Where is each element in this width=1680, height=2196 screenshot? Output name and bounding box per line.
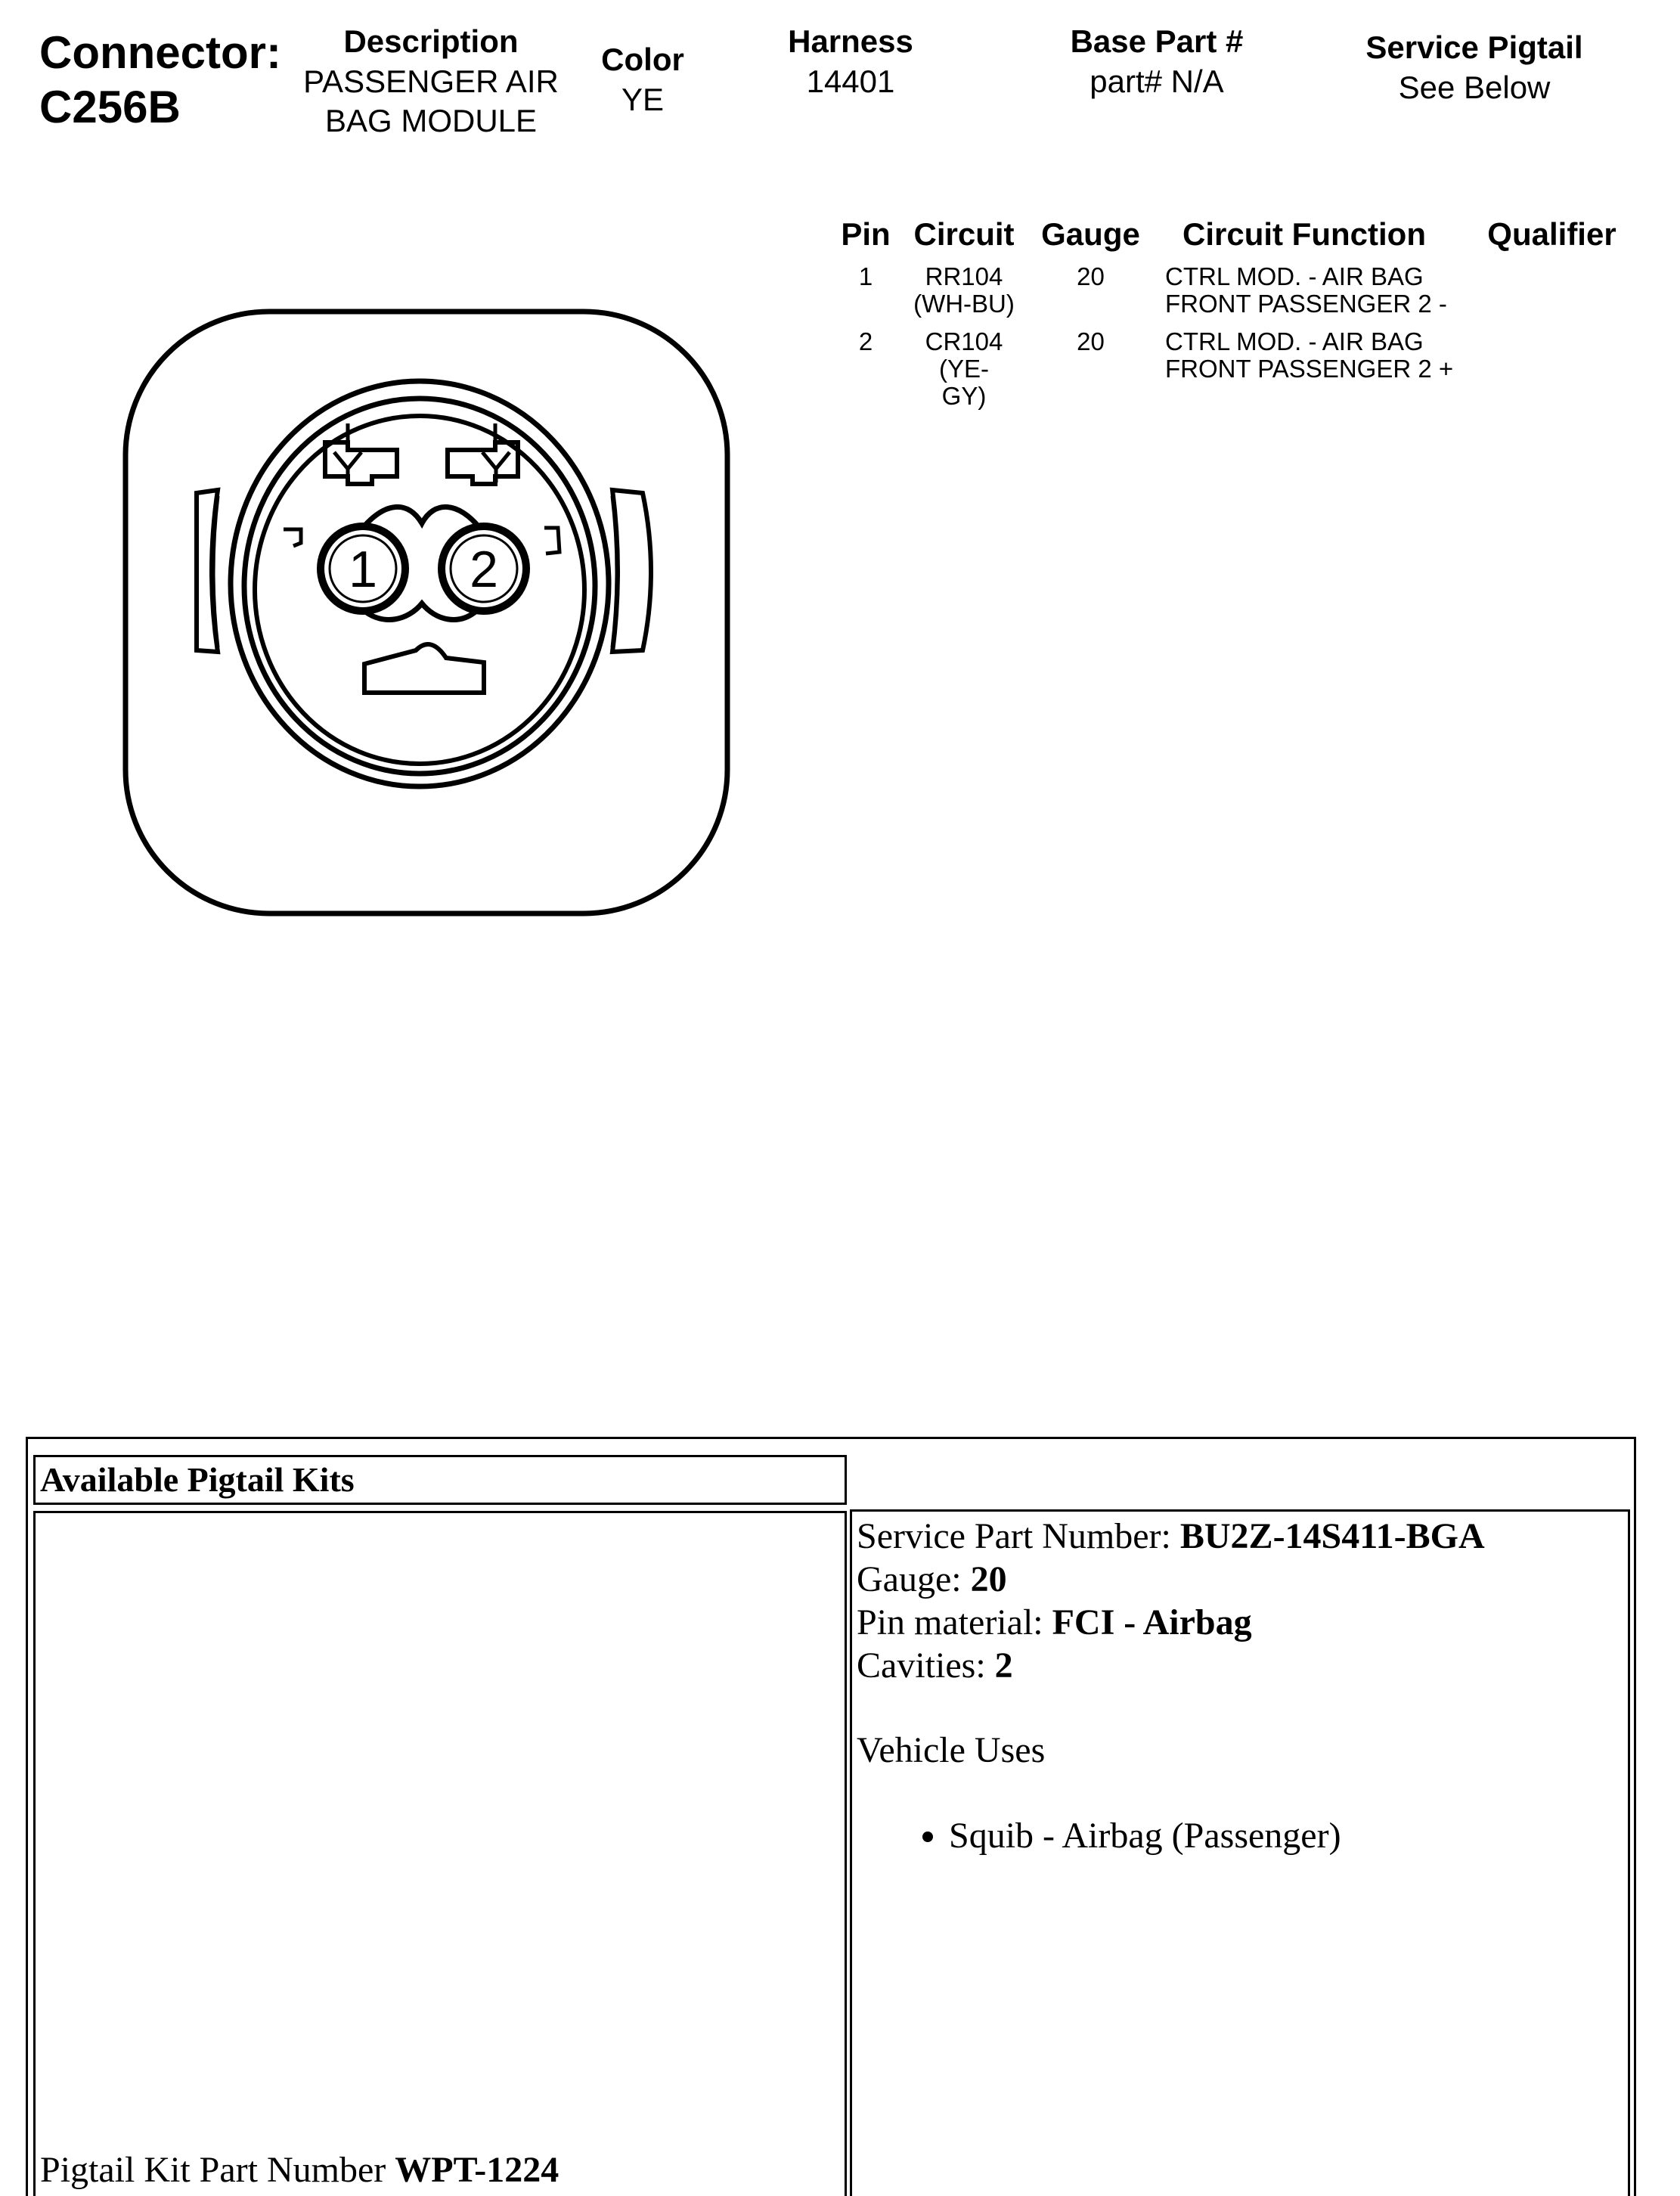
harness-value: 14401 <box>806 64 895 99</box>
list-item: • Squib - Airbag (Passenger) <box>949 1814 1628 1857</box>
connector-id: C256B <box>39 82 181 132</box>
pigtail-kit-image-panel <box>33 1511 847 2196</box>
circuit-function-header: Circuit Function <box>1183 216 1426 252</box>
connector-shell-oval <box>231 381 609 786</box>
gauge-cell: 20 <box>1077 262 1105 290</box>
function-cell <box>1153 325 1455 417</box>
service-pigtail-label: Service Pigtail <box>1365 29 1583 65</box>
pin-header: Pin <box>841 216 891 252</box>
pin-table <box>832 215 1648 417</box>
connector-label: Connector: <box>39 27 281 78</box>
kit-part-value: WPT-1224 <box>395 2150 559 2190</box>
left-notch <box>284 529 301 546</box>
circuit-line: CR104 (YE- <box>925 327 1003 383</box>
pin-cell: 2 <box>858 327 873 355</box>
connector-face-diagram <box>121 302 741 923</box>
table-row <box>832 260 1648 325</box>
right-notch <box>544 528 559 554</box>
cavities-spec <box>852 1644 1628 1687</box>
circuit-cell <box>900 325 1028 417</box>
vehicle-uses-title: Vehicle Uses <box>857 1730 1046 1770</box>
connector-face-oval <box>255 416 584 764</box>
pin-material-label: Pin material: <box>857 1602 1052 1642</box>
service-pigtail-value: See Below <box>1398 70 1551 105</box>
function-line: FRONT PASSENGER 2 - <box>1165 290 1447 318</box>
base-part-value: part# N/A <box>1090 64 1224 99</box>
description-line-2: BAG MODULE <box>324 103 538 138</box>
cavities-value: 2 <box>994 1645 1013 1686</box>
kit-part-label: Pigtail Kit Part Number <box>40 2150 395 2190</box>
gauge-value: 20 <box>970 1559 1007 1599</box>
base-part-label: Base Part # <box>1070 23 1244 59</box>
circuit-header: Circuit <box>913 216 1015 252</box>
circuit-line: GY) <box>941 382 987 410</box>
connector-title <box>39 26 281 135</box>
circuit-line: (WH-BU) <box>913 290 1015 318</box>
gauge-label: Gauge: <box>857 1559 971 1599</box>
service-part-value: BU2Z-14S411-BGA <box>1179 1516 1485 1556</box>
pin-table-header-row <box>832 215 1648 260</box>
description-label: Description <box>343 23 519 59</box>
qualifier-cell <box>1455 260 1648 325</box>
function-line: CTRL MOD. - AIR BAG <box>1165 262 1424 290</box>
left-latch-inner <box>213 496 218 647</box>
harness-label: Harness <box>788 23 913 59</box>
qualifier-cell <box>1455 325 1648 417</box>
pin-material-spec <box>852 1601 1628 1644</box>
circuit-cell <box>900 260 1028 325</box>
pin-cavity-1 <box>321 526 405 611</box>
connector-inner-oval <box>244 399 595 774</box>
pigtail-kits-title: Available Pigtail Kits <box>33 1455 847 1505</box>
base-part-column <box>1028 21 1285 101</box>
service-pigtail-column <box>1331 27 1618 107</box>
gauge-spec <box>852 1558 1628 1601</box>
color-column <box>575 39 711 119</box>
function-cell <box>1153 260 1455 325</box>
pin-cell: 1 <box>858 262 873 290</box>
right-lock-feature <box>448 442 518 484</box>
gauge-header: Gauge <box>1041 216 1140 252</box>
left-lock-feature <box>325 442 397 484</box>
pin-label-2: 2 <box>470 541 498 598</box>
service-part-number <box>852 1515 1628 1558</box>
service-part-label: Service Part Number: <box>857 1516 1180 1556</box>
qualifier-header: Qualifier <box>1487 216 1616 252</box>
polarizing-key <box>364 644 484 693</box>
gauge-cell: 20 <box>1077 327 1105 355</box>
pin-material-value: FCI - Airbag <box>1052 1602 1252 1642</box>
harness-column <box>737 21 964 101</box>
vehicle-uses-list <box>852 1814 1628 1857</box>
cavities-label: Cavities: <box>857 1645 995 1686</box>
pin-cavity-2 <box>442 526 526 611</box>
right-latch-inner <box>612 496 617 647</box>
table-row <box>832 325 1648 417</box>
description-column <box>287 21 575 141</box>
color-value: YE <box>621 82 665 117</box>
kit-part-number <box>40 2148 559 2193</box>
function-line: FRONT PASSENGER 2 + <box>1165 355 1454 383</box>
description-line-1: PASSENGER AIR <box>303 64 559 99</box>
pigtail-kit-details-panel <box>850 1509 1630 2196</box>
circuit-line: RR104 <box>925 262 1003 290</box>
pin-label-1: 1 <box>349 541 377 598</box>
function-line: CTRL MOD. - AIR BAG <box>1165 327 1424 355</box>
color-label: Color <box>601 42 684 77</box>
